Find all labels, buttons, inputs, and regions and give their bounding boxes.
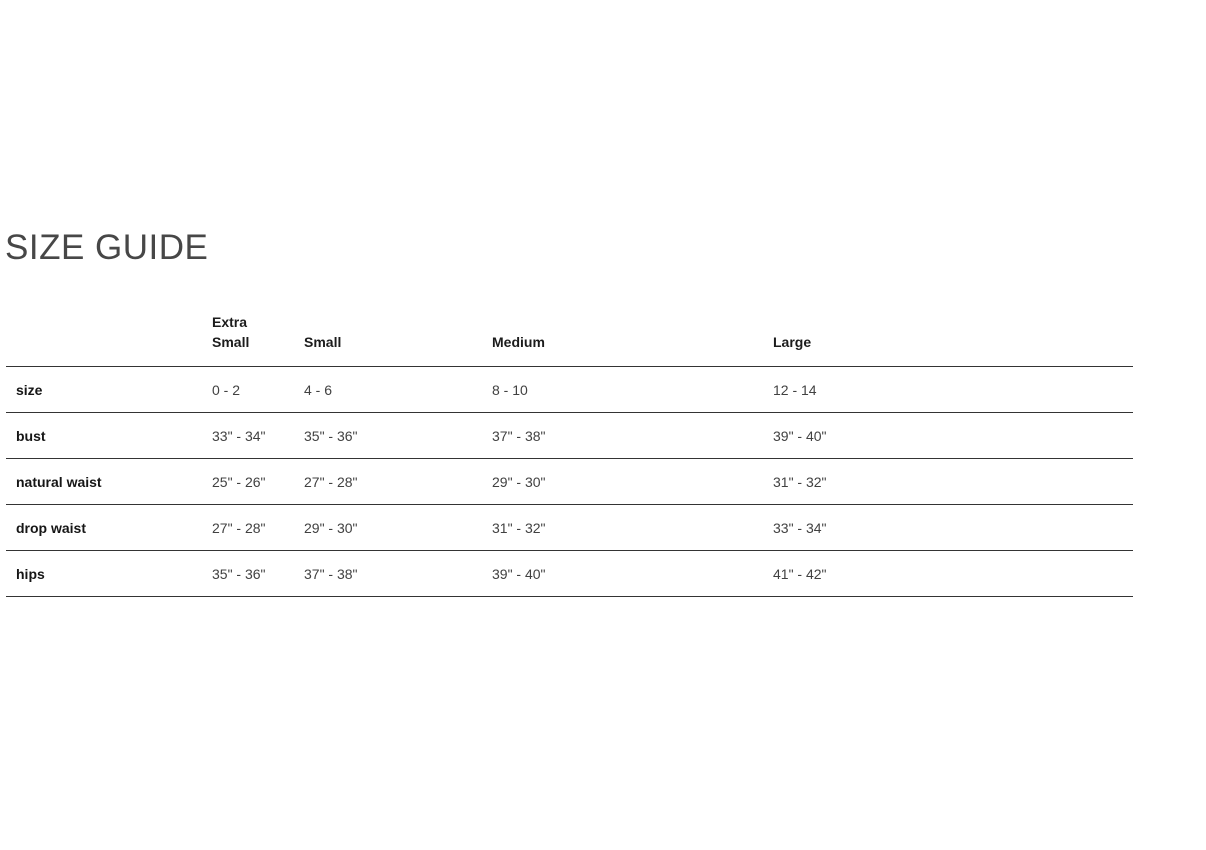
column-header-medium: Medium xyxy=(492,312,773,367)
cell-hips-small: 37" - 38" xyxy=(304,551,492,597)
cell-drop-waist-medium: 31" - 32" xyxy=(492,505,773,551)
cell-natural-waist-large: 31" - 32" xyxy=(773,459,1133,505)
cell-hips-extra-small: 35" - 36" xyxy=(212,551,304,597)
column-header-extra-small: Extra Small xyxy=(212,312,304,367)
cell-hips-medium: 39" - 40" xyxy=(492,551,773,597)
size-guide-table xyxy=(6,312,1133,597)
row-label-hips: hips xyxy=(6,551,212,597)
cell-hips-large: 41" - 42" xyxy=(773,551,1133,597)
table-row-natural-waist xyxy=(6,459,1133,505)
row-label-bust: bust xyxy=(6,413,212,459)
cell-size-medium: 8 - 10 xyxy=(492,367,773,413)
cell-drop-waist-large: 33" - 34" xyxy=(773,505,1133,551)
table-header-row xyxy=(6,312,1133,367)
cell-size-large: 12 - 14 xyxy=(773,367,1133,413)
column-header-blank xyxy=(6,312,212,367)
column-header-small: Small xyxy=(304,312,492,367)
cell-drop-waist-small: 29" - 30" xyxy=(304,505,492,551)
row-label-drop-waist: drop waist xyxy=(6,505,212,551)
page-title: SIZE GUIDE xyxy=(5,228,209,267)
cell-size-extra-small: 0 - 2 xyxy=(212,367,304,413)
cell-natural-waist-extra-small: 25" - 26" xyxy=(212,459,304,505)
table-row-bust xyxy=(6,413,1133,459)
row-label-natural-waist: natural waist xyxy=(6,459,212,505)
column-header-large: Large xyxy=(773,312,1133,367)
cell-drop-waist-extra-small: 27" - 28" xyxy=(212,505,304,551)
table-row-drop-waist xyxy=(6,505,1133,551)
table-row-size xyxy=(6,367,1133,413)
cell-bust-small: 35" - 36" xyxy=(304,413,492,459)
row-label-size: size xyxy=(6,367,212,413)
cell-bust-medium: 37" - 38" xyxy=(492,413,773,459)
cell-bust-large: 39" - 40" xyxy=(773,413,1133,459)
table-row-hips xyxy=(6,551,1133,597)
cell-natural-waist-small: 27" - 28" xyxy=(304,459,492,505)
cell-bust-extra-small: 33" - 34" xyxy=(212,413,304,459)
cell-natural-waist-medium: 29" - 30" xyxy=(492,459,773,505)
cell-size-small: 4 - 6 xyxy=(304,367,492,413)
